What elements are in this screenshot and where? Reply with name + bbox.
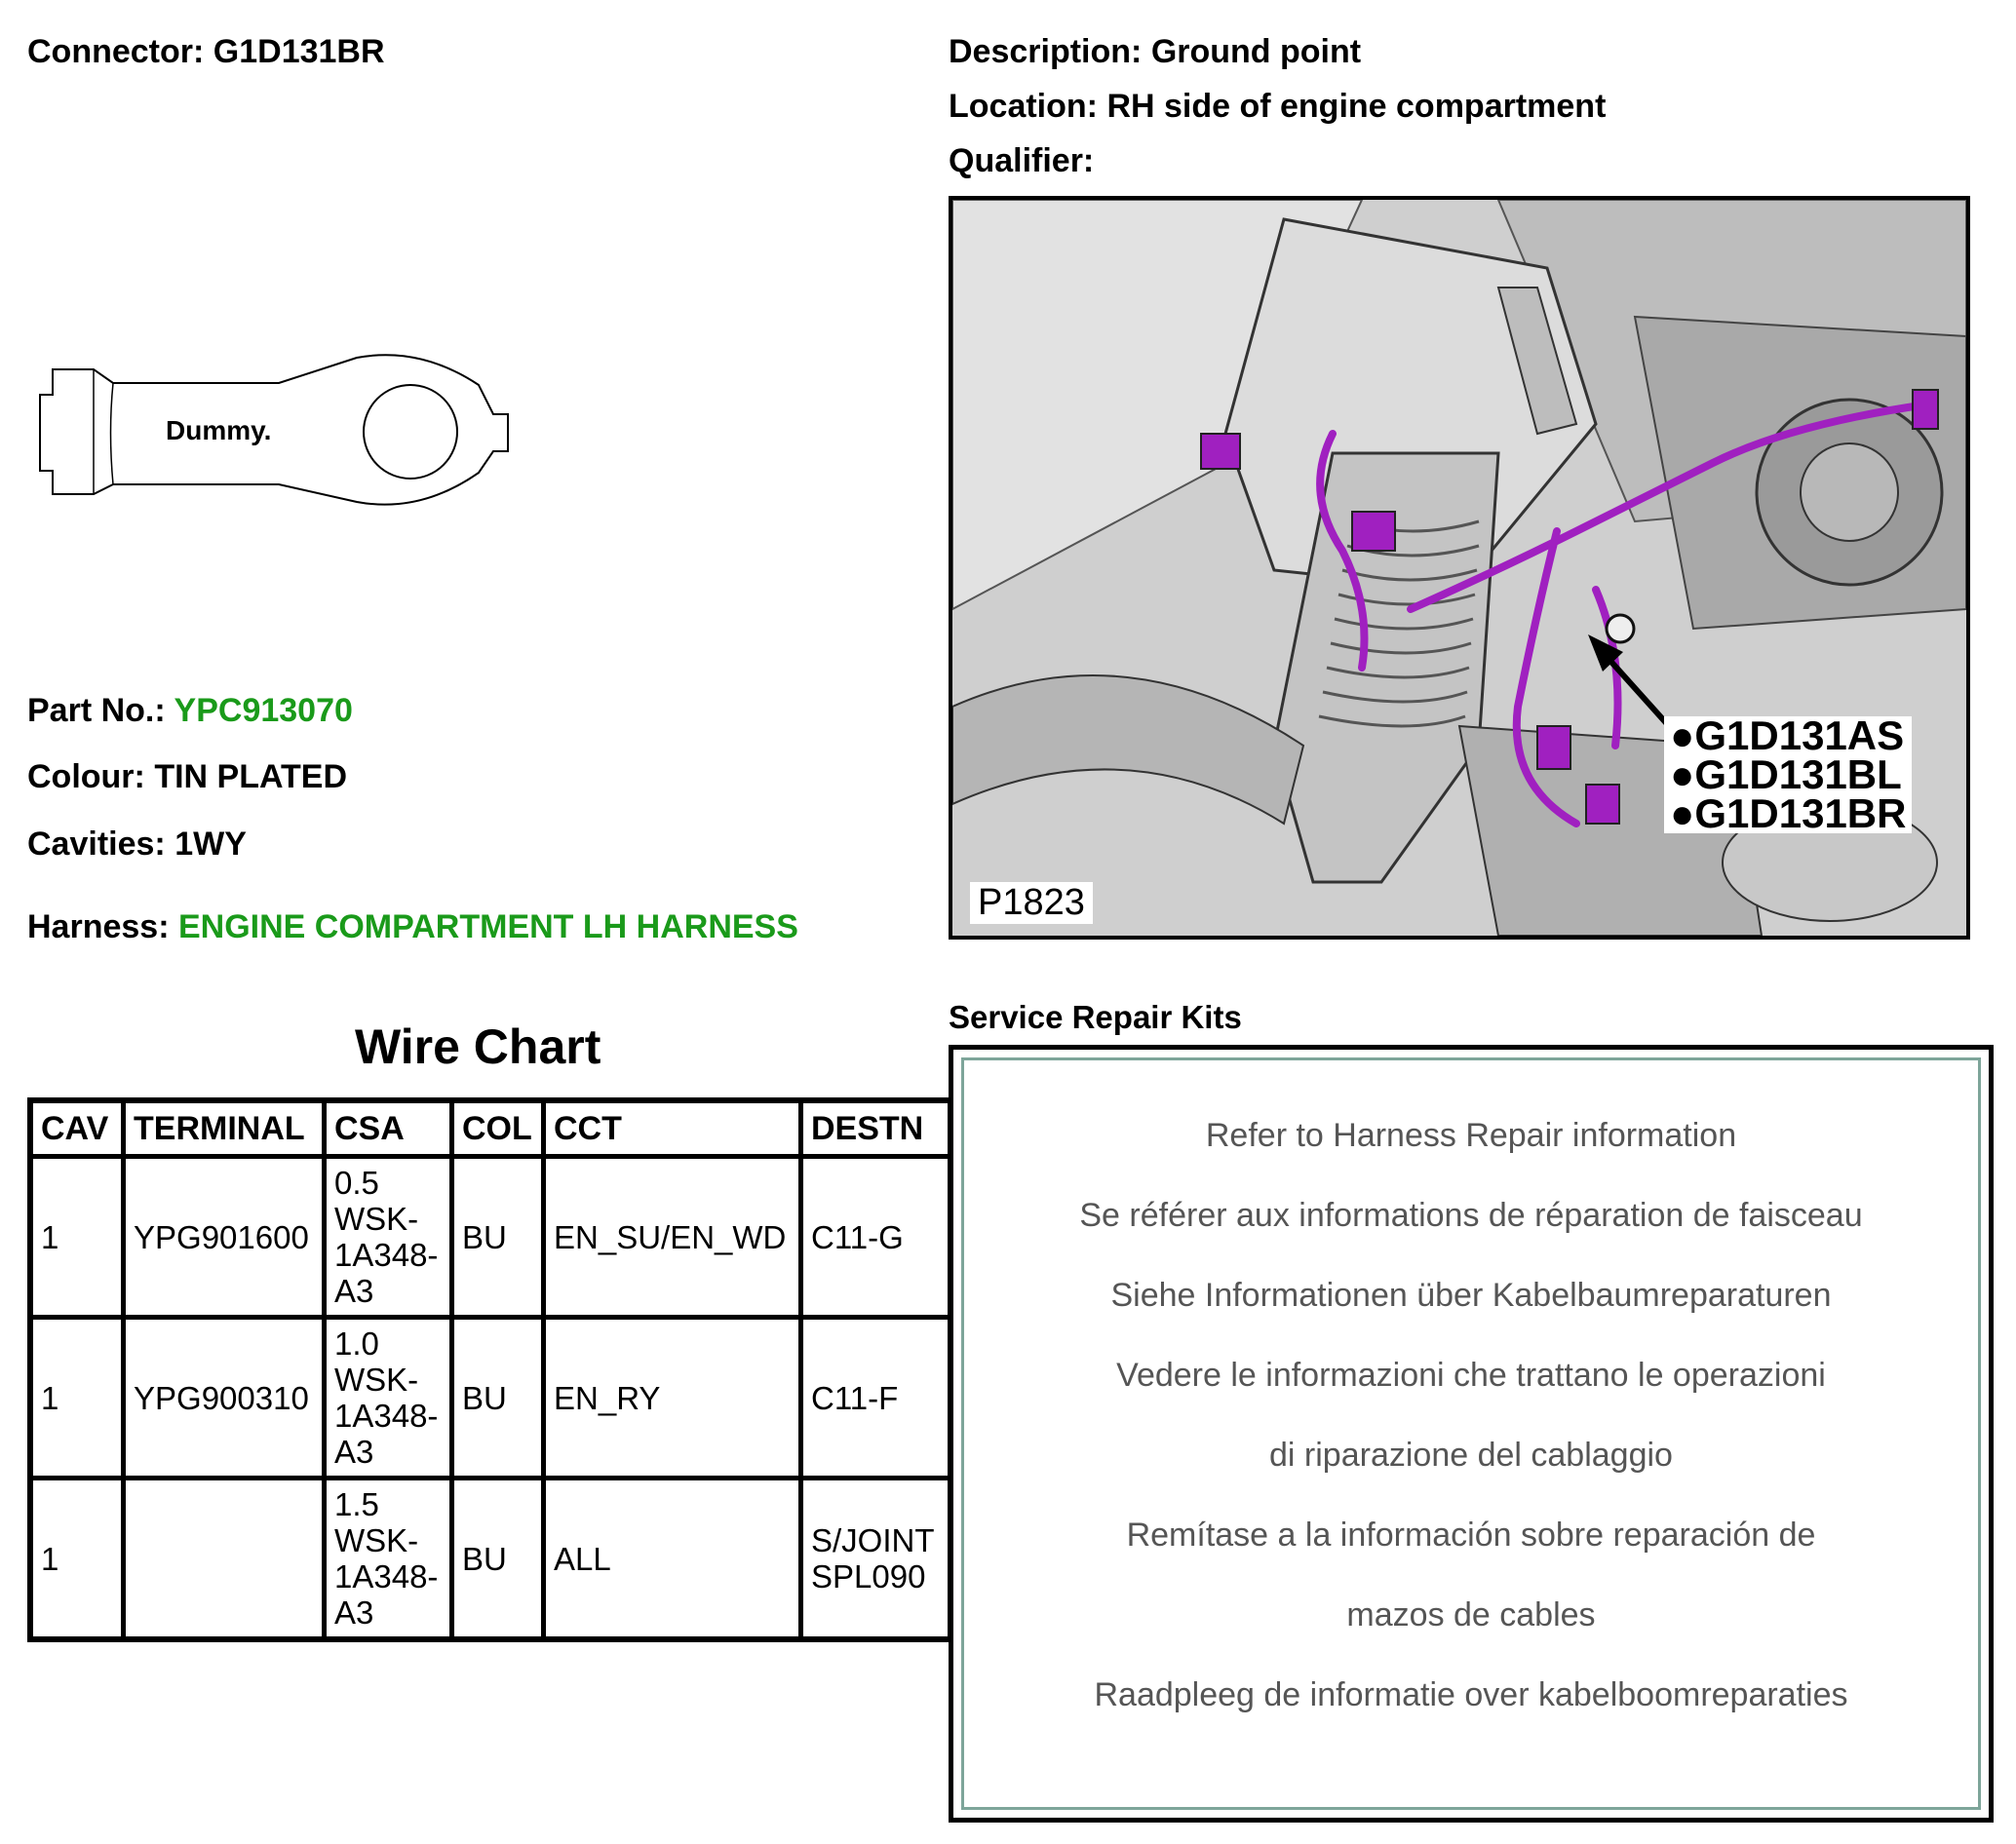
part-no-link[interactable]: YPC913070 [174,692,353,729]
cell-csa [325,1157,452,1318]
cell-destn [801,1157,951,1318]
cell-terminal [124,1479,325,1640]
csa-line: 0.5 [334,1165,379,1201]
col-header-col: COL [452,1100,544,1157]
colour-value: TIN PLATED [154,758,348,795]
csa-line: WSK- [334,1201,419,1237]
colour-line [27,757,347,796]
repair-info-line: di riparazione del cablaggio [1269,1437,1673,1474]
qualifier-line [949,141,1094,180]
photo-reference-label: P1823 [970,882,1093,924]
csa-line: A3 [334,1594,374,1631]
csa-line: 1A348- [334,1237,439,1273]
description-line [949,32,1361,71]
table-row [30,1157,950,1318]
connector-callout-box [1664,712,1912,836]
csa-line: 1.5 [334,1486,379,1522]
engine-compartment-image [949,196,1970,940]
cell-csa [325,1318,452,1479]
csa-line: 1A348- [334,1398,439,1434]
destn-line: C11-F [811,1379,899,1416]
repair-info-line: Vedere le informazioni che trattano le operazioni [1116,1357,1826,1394]
harness-line [27,907,798,946]
cell-col: BU [452,1157,544,1318]
wire-chart-title: Wire Chart [355,1019,601,1074]
csa-line: A3 [334,1434,374,1470]
colour-label: Colour: [27,758,145,795]
ring-terminal-drawing [35,346,523,512]
repair-info-line: Refer to Harness Repair information [1205,1117,1737,1154]
service-repair-kits-box [949,1045,1994,1823]
cell-col: BU [452,1318,544,1479]
csa-line: 1A348- [334,1558,439,1594]
location-line [949,87,1606,126]
cell-cav: 1 [30,1318,124,1479]
csa-line: A3 [334,1273,374,1309]
repair-info-line: Remítase a la información sobre reparación de [1126,1517,1816,1554]
col-header-destn: DESTN [801,1100,951,1157]
location-label: Location: [949,88,1098,125]
cell-cct: EN_RY [544,1318,801,1479]
destn-line: S/JOINT [811,1522,935,1558]
wire-chart-table [27,1097,953,1642]
table-row [30,1318,950,1479]
qualifier-label: Qualifier: [949,142,1095,179]
cell-destn [801,1479,951,1640]
col-header-cct: CCT [544,1100,801,1157]
wire-chart-header-row [30,1100,950,1157]
location-value: RH side of engine compartment [1106,88,1607,125]
cell-col: BU [452,1479,544,1640]
cavities-label: Cavities: [27,826,166,863]
col-header-csa: CSA [325,1100,452,1157]
repair-info-line: Se référer aux informations de réparation de faisceau [1079,1197,1863,1234]
terminal-ring-hole [364,385,457,479]
cell-cct: ALL [544,1479,801,1640]
callout-g1d131bl: ●G1D131BL [1670,751,1902,797]
cell-cct: EN_SU/EN_WD [544,1157,801,1318]
callout-g1d131as: ●G1D131AS [1670,712,1905,758]
cavities-line [27,825,247,864]
part-no-line [27,691,353,730]
col-header-cav: CAV [30,1100,124,1157]
cell-terminal: YPG901600 [124,1157,325,1318]
col-header-terminal: TERMINAL [124,1100,325,1157]
service-repair-kits-title: Service Repair Kits [949,999,1242,1035]
table-row [30,1479,950,1640]
destn-line: C11-G [811,1218,904,1255]
description-value: Ground point [1150,33,1362,70]
cell-terminal: YPG900310 [124,1318,325,1479]
description-label: Description: [949,33,1143,70]
cavities-value: 1WY [174,826,247,863]
cell-cav: 1 [30,1479,124,1640]
repair-info-line: Siehe Informationen über Kabelbaumreparaturen [1110,1277,1832,1314]
connector-value: G1D131BR [213,33,385,70]
terminal-dummy-text: Dummy. [166,415,272,445]
callout-g1d131br: ●G1D131BR [1670,790,1907,836]
connector-label: Connector: [27,33,205,70]
repair-info-line: mazos de cables [1346,1596,1596,1633]
csa-line: WSK- [334,1362,419,1398]
service-repair-kits-inner [961,1057,1981,1810]
destn-line: SPL090 [811,1558,926,1594]
cell-cav: 1 [30,1157,124,1318]
harness-label: Harness: [27,908,170,945]
csa-line: WSK- [334,1522,419,1558]
cell-destn [801,1318,951,1479]
connector-heading [27,32,385,71]
harness-link[interactable]: ENGINE COMPARTMENT LH HARNESS [177,908,798,945]
part-no-label: Part No.: [27,692,166,729]
repair-info-line: Raadpleeg de informatie over kabelboomreparaties [1094,1676,1848,1713]
csa-line: 1.0 [334,1325,379,1362]
cell-csa [325,1479,452,1640]
